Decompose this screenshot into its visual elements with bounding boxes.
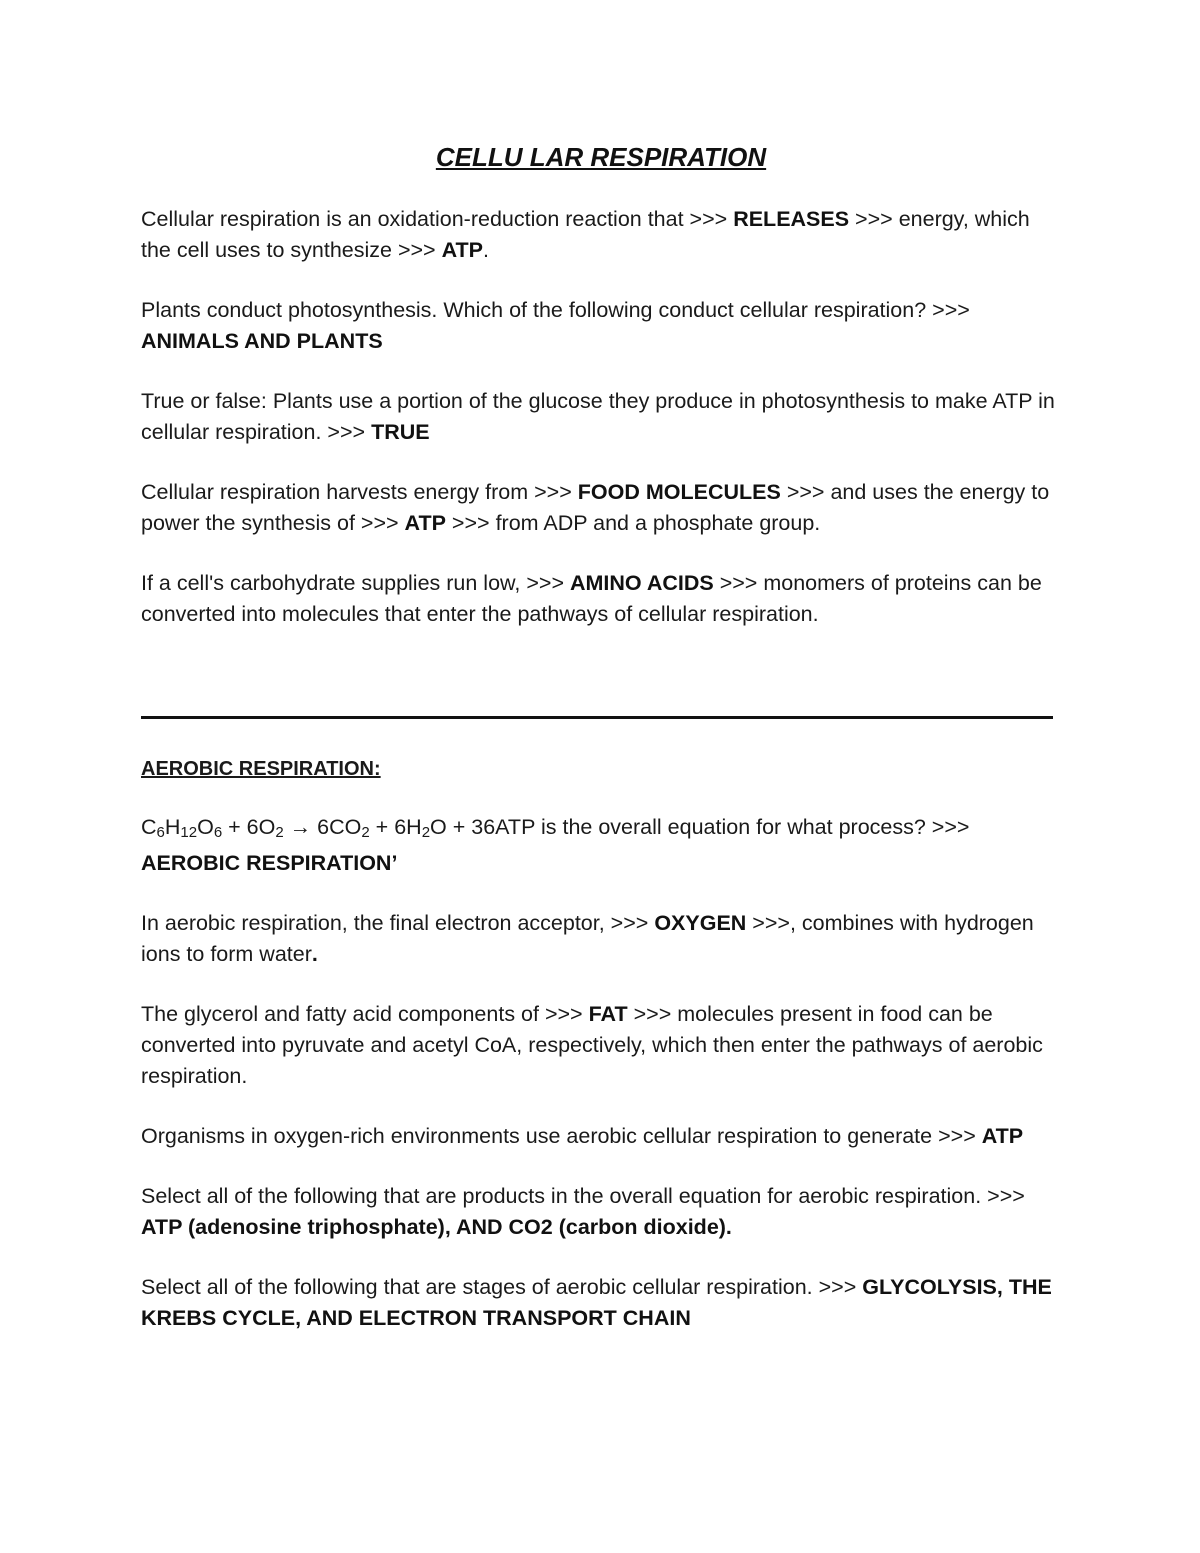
intro-section <box>141 204 1061 630</box>
question-text: >>> monomers of proteins can be converted into molecules that enter the pathways of cellular respiration. <box>141 571 1042 626</box>
answer-text: FAT <box>588 1002 628 1026</box>
question-paragraph <box>141 812 1061 879</box>
question-text: True or false: Plants use a portion of the glucose they produce in photosynthesis to make ATP in cellular respiration. >>> <box>141 389 1055 444</box>
answer-text: ATP <box>404 511 446 535</box>
subscript-text: 2 <box>421 824 431 841</box>
question-text: O <box>197 815 214 839</box>
question-paragraph <box>141 204 1061 266</box>
subscript-text: 2 <box>275 824 284 841</box>
question-text: >>> from ADP and a phosphate group. <box>445 511 821 535</box>
answer-text: . <box>311 942 318 966</box>
question-paragraph <box>141 568 1061 630</box>
question-text: O + 36ATP is the overall equation for what process? >>> <box>430 815 970 839</box>
answer-text: RELEASES <box>733 207 850 231</box>
question-text: Cellular respiration harvests energy from >>> <box>141 480 578 504</box>
question-text: The glycerol and fatty acid components of >>> <box>141 1002 589 1026</box>
question-paragraph <box>141 477 1061 539</box>
question-text: >>>, combines with hydrogen ions to form water <box>141 911 1034 966</box>
aerobic-section <box>141 812 1061 1334</box>
section-divider <box>141 716 1053 719</box>
answer-text: ATP <box>441 238 483 262</box>
question-text: Select all of the following that are stages of aerobic cellular respiration. >>> <box>141 1275 863 1299</box>
question-text: Cellular respiration is an oxidation-reduction reaction that >>> <box>141 207 734 231</box>
question-paragraph <box>141 1121 1061 1152</box>
aerobic-heading: AEROBIC RESPIRATION: <box>141 758 381 780</box>
question-text: . <box>483 238 489 262</box>
answer-text: ATP (adenosine triphosphate), AND CO2 (carbon dioxide). <box>141 1215 732 1239</box>
page-title: CELLU LAR RESPIRATION <box>435 142 767 172</box>
question-paragraph <box>141 386 1061 448</box>
question-paragraph <box>141 1272 1061 1334</box>
document-page <box>141 138 1061 1363</box>
subscript-text: 12 <box>180 824 198 841</box>
question-text: Plants conduct photosynthesis. Which of the following conduct cellular respiration? >>> <box>141 298 970 322</box>
answer-text: AEROBIC RESPIRATION’ <box>141 851 398 875</box>
question-text: C <box>141 815 157 839</box>
answer-text: ANIMALS AND PLANTS <box>141 329 383 353</box>
question-text: >>> energy, which the cell uses to synthesize >>> <box>141 207 1030 262</box>
question-text: >>> and uses the energy to power the synthesis of >>> <box>141 480 1050 535</box>
question-text: If a cell's carbohydrate supplies run low, >>> <box>141 571 570 595</box>
answer-text: TRUE <box>371 420 430 444</box>
question-text: → 6CO <box>283 815 362 839</box>
subscript-text: 6 <box>156 824 165 841</box>
subscript-text: 2 <box>361 824 370 841</box>
answer-text: AMINO ACIDS <box>569 571 714 595</box>
question-text: In aerobic respiration, the final electron acceptor, >>> <box>141 911 655 935</box>
answer-text: ATP <box>981 1124 1024 1148</box>
question-text: H <box>164 815 181 839</box>
answer-text: OXYGEN <box>654 911 747 935</box>
question-paragraph <box>141 295 1061 357</box>
question-paragraph <box>141 999 1061 1092</box>
answer-text: GLYCOLYSIS, THE KREBS CYCLE, AND ELECTRON TRANSPORT CHAIN <box>141 1275 1052 1330</box>
question-text: + 6O <box>222 815 276 839</box>
answer-text: FOOD MOLECULES <box>577 480 781 504</box>
question-text: + 6H <box>369 815 422 839</box>
question-text: Organisms in oxygen-rich environments use aerobic cellular respiration to generate >>> <box>141 1124 982 1148</box>
question-paragraph <box>141 1181 1061 1243</box>
question-text: >>> molecules present in food can be converted into pyruvate and acetyl CoA, respectively, which then enter the pathways of aerobic respiration. <box>141 1002 1043 1088</box>
subscript-text: 6 <box>213 824 223 841</box>
question-text: Select all of the following that are products in the overall equation for aerobic respiration. >>> <box>141 1184 1025 1208</box>
question-paragraph <box>141 908 1061 970</box>
